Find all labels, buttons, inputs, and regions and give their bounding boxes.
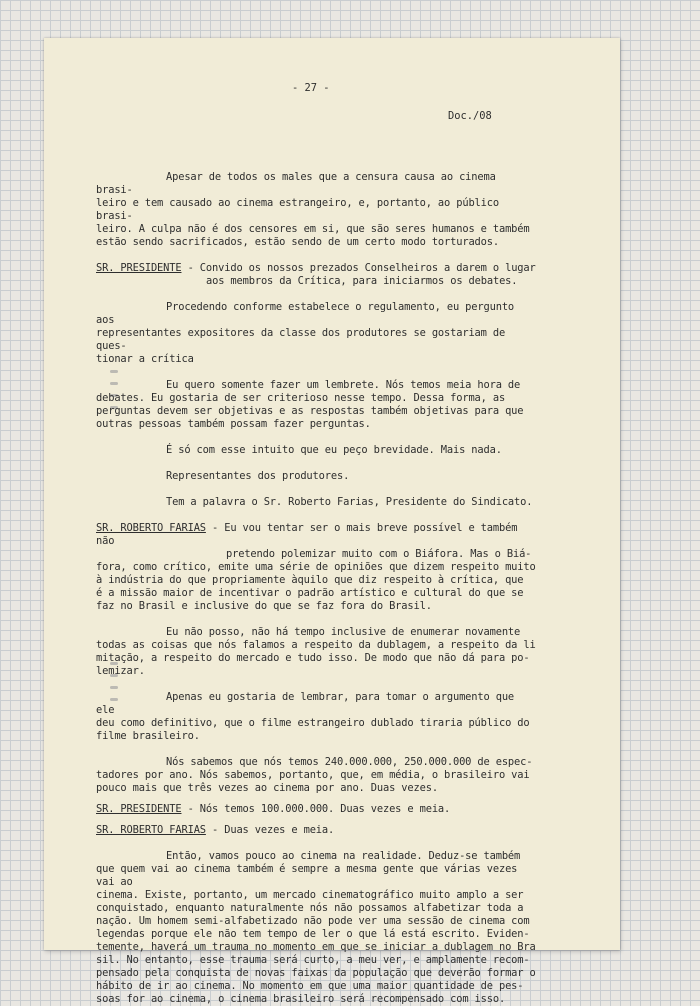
text-line: Nós sabemos que nós temos 240.000.000, 250.000.000 de espec-	[166, 756, 533, 768]
paragraph	[96, 691, 536, 743]
speaker-name: SR. PRESIDENTE	[96, 262, 182, 274]
paragraph	[96, 626, 536, 678]
text-line: nação. Um homem semi-alfabetizado não pode ver uma sessão de cinema com	[96, 915, 530, 927]
text-line: estão sendo sacrificados, estão sendo de um certo modo torturados.	[96, 236, 499, 248]
text-line: Tem a palavra o Sr. Roberto Farias, Presidente do Sindicato.	[166, 496, 533, 508]
text-line: - Nós temos 100.000.000. Duas vezes e meia.	[187, 803, 451, 815]
text-line: hábito de ir ao cinema. No momento em que uma maior quantidade de pes-	[96, 980, 524, 992]
text-line: todas as coisas que nós falamos a respeito da dublagem, a respeito da li	[96, 639, 536, 651]
speech-farias	[96, 522, 536, 613]
paragraph	[96, 756, 536, 795]
text-line: perguntas devem ser objetivas e as respostas também objetivas para que	[96, 405, 524, 417]
paragraph	[96, 379, 536, 431]
speaker-name: SR. PRESIDENTE	[96, 803, 182, 815]
text-line: cinema. Existe, portanto, um mercado cinematográfico muito amplo a ser	[96, 889, 524, 901]
text-line: temente, haverá um trauma no momento em que se iniciar a dublagem no Bra	[96, 941, 536, 953]
text-line: - Eu vou tentar ser o mais breve possível e também não	[96, 522, 518, 547]
text-line: pensado pela conquista de novas faixas da população que deverão formar o	[96, 967, 536, 979]
speech-presidente	[96, 262, 536, 288]
text-line: - Duas vezes e meia.	[212, 824, 335, 836]
text-line: que quem vai ao cinema também é sempre a mesma gente que várias vezes vai ao	[96, 863, 518, 888]
text-line: é a missão maior de incentivar o padrão artístico e cultural do que se	[96, 587, 524, 599]
text-line: faz no Brasil e inclusive do que se faz fora do Brasil.	[96, 600, 432, 612]
text-line: legendas porque ele não tem tempo de ler o que lá está escrito. Eviden-	[96, 928, 530, 940]
text-line: Representantes dos produtores.	[166, 470, 350, 482]
text-line: debates. Eu gostaria de ser criterioso nesse tempo. Dessa forma, as	[96, 392, 506, 404]
text-line: mitação, a respeito do mercado e tudo isso. De modo que não dá para po-	[96, 652, 530, 664]
paragraph	[96, 850, 536, 1006]
text-line: representantes expositores da classe dos produtores se gostariam de ques-	[96, 327, 506, 352]
text-line: conquistado, enquanto naturalmente nós não possamos alfabetizar toda a	[96, 902, 524, 914]
text-line: tadores por ano. Nós sabemos, portanto, que, em média, o brasileiro vai	[96, 769, 530, 781]
text-line: Então, vamos pouco ao cinema na realidade. Deduz-se também	[166, 850, 521, 862]
text-line: fora, como crítico, emite uma série de opiniões que dizem respeito muito	[96, 561, 536, 573]
text-line: leiro. A culpa não é dos censores em si, que são seres humanos e também	[96, 223, 530, 235]
text-line: pouco mais que três vezes ao cinema por ano. Duas vezes.	[96, 782, 438, 794]
text-line: pretendo polemizar muito com o Biáfora. Mas o Biá-	[226, 548, 532, 560]
document-body	[96, 171, 536, 1006]
text-line: deu como definitivo, que o filme estrangeiro dublado tiraria público do	[96, 717, 530, 729]
text-line: É só com esse intuito que eu peço brevidade. Mais nada.	[166, 444, 502, 456]
text-line: lemizar.	[96, 665, 145, 677]
text-line: tionar a crítica	[96, 353, 194, 365]
text-line: filme brasileiro.	[96, 730, 200, 742]
paragraph	[96, 171, 536, 249]
text-line: - Convido os nossos prezados Conselheiros a darem o lugar	[187, 262, 536, 274]
speaker-name: SR. ROBERTO FARIAS	[96, 824, 206, 836]
doc-reference: Doc./08	[448, 110, 492, 122]
paragraph	[96, 301, 536, 366]
text-line: Apesar de todos os males que a censura causa ao cinema brasi-	[96, 171, 496, 196]
text-line: aos membros da Crítica, para iniciarmos os debates.	[206, 275, 518, 287]
text-line: outras pessoas também possam fazer perguntas.	[96, 418, 371, 430]
text-line: soas for ao cinema, o cinema brasileiro será recompensado com isso.	[96, 993, 506, 1005]
text-line: leiro e tem causado ao cinema estrangeiro, e, portanto, ao público brasi-	[96, 197, 499, 222]
text-line: à indústria do que propriamente àquilo que diz respeito à crítica, que	[96, 574, 524, 586]
text-line: Eu quero somente fazer um lembrete. Nós temos meia hora de	[166, 379, 521, 391]
text-line: sil. No entanto, esse trauma será curto, a meu ver, e amplamente recom-	[96, 954, 530, 966]
text-line: Procedendo conforme estabelece o regulamento, eu pergunto aos	[96, 301, 515, 326]
text-line: Eu não posso, não há tempo inclusive de enumerar novamente	[166, 626, 521, 638]
text-line: Apenas eu gostaria de lembrar, para tomar o argumento que ele	[96, 691, 515, 716]
page-number: - 27 -	[292, 82, 330, 94]
speaker-name: SR. ROBERTO FARIAS	[96, 522, 206, 534]
